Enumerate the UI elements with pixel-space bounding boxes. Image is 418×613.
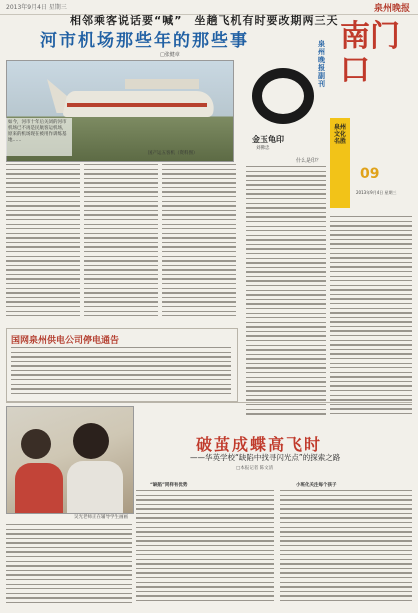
feature-subhead: ——华英学校“缺陷中找寻闪光点”的探索之路 xyxy=(190,453,341,462)
lead-byline: □张健章 xyxy=(160,52,180,58)
feature-byline: □本报记者 陈文清 xyxy=(236,466,274,471)
feature-body-3 xyxy=(6,524,132,608)
classroom-caption: 吴光老师正在辅导学生画画 xyxy=(74,515,128,520)
issue-meta: 2013年9月4日 星期三 xyxy=(356,190,397,195)
plane-wing xyxy=(125,79,199,89)
feature-section-2: 小班化关注每个孩子 xyxy=(296,483,337,488)
masthead-date: 2013年9月4日 星期三 xyxy=(6,4,67,11)
lead-body-col-1 xyxy=(6,164,80,324)
student-head xyxy=(21,429,51,459)
notice-title: 国网泉州供电公司停电通告 xyxy=(11,336,120,346)
column-body-2 xyxy=(330,216,412,420)
plane-stripe xyxy=(67,103,207,107)
column-band-label: 泉州晚报副刊 xyxy=(318,40,325,88)
lead-body-col-2 xyxy=(84,164,158,324)
lead-headline: 河市机场那些年的那些事 xyxy=(40,31,249,51)
column-article-title: 金玉龟印 xyxy=(252,135,284,144)
feature-body-2 xyxy=(280,490,412,608)
notice-body xyxy=(11,347,231,397)
teacher-head xyxy=(73,423,109,459)
feature-body-1 xyxy=(136,490,274,608)
feature-section-1: “缺陷”同样有优势 xyxy=(150,483,188,488)
teacher-figure xyxy=(67,461,123,513)
column-title: 南门口 xyxy=(340,19,400,88)
issue-number: 09 xyxy=(360,166,380,182)
column-tag-label: 泉州文化名胜 xyxy=(334,124,347,145)
classroom-photo xyxy=(6,406,134,514)
column-article-author: 刘佛忠 xyxy=(256,146,270,151)
column-article-subtitle: 什么是印？ xyxy=(296,158,322,164)
newspaper-logo-icon: 泉州晚报 xyxy=(373,4,410,14)
seal-ring xyxy=(252,68,314,124)
photo-caption: 如今，河市十年后关闭的河市机场已不再是民航客运机场，原来的机场现在被用作训练基地…… xyxy=(6,118,72,156)
feature-headline: 破茧成蝶高飞时 xyxy=(196,435,323,454)
section-divider xyxy=(6,402,412,403)
lead-body-col-3 xyxy=(162,164,236,324)
student-figure xyxy=(15,463,63,513)
lead-kicker: 相邻乘客说话要“喊” 坐趟飞机有时要改期两三天 xyxy=(70,14,339,27)
power-outage-notice xyxy=(6,328,238,402)
column-tag xyxy=(330,118,350,208)
photo-credit: 国产运五客机（资料图） xyxy=(148,151,198,156)
calligraphy-seal xyxy=(246,64,322,130)
column-body-1 xyxy=(246,166,326,420)
